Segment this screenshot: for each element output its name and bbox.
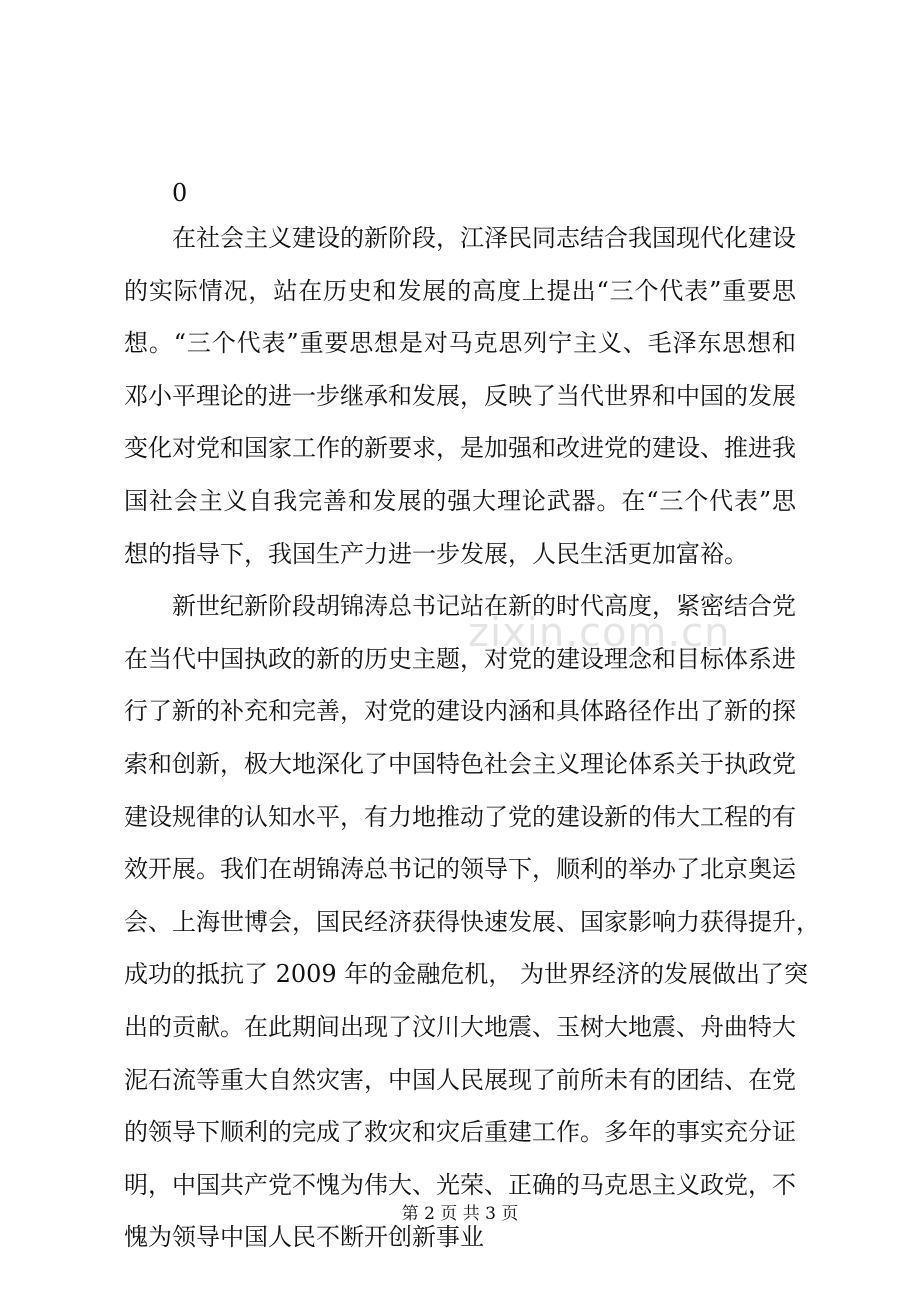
text-line: 成功的抵抗了 2009 年的金融危机， 为世界经济的发展做出了突 (124, 960, 808, 989)
text-line: 出的贡献。在此期间出现了汶川大地震、玉树大地震、舟曲特大 (124, 1012, 796, 1041)
text-line: 泥石流等重大自然灾害，中国人民展现了前所未有的团结、在党 (124, 1065, 796, 1094)
text-line: 效开展。我们在胡锦涛总书记的领导下，顺利的举办了北京奥运 (124, 855, 796, 884)
paragraph-2 (124, 580, 820, 1264)
text-line: 索和创新，极大地深化了中国特色社会主义理论体系关于执政党 (124, 749, 796, 778)
paragraph-1 (124, 212, 796, 580)
text-line: 在社会主义建设的新阶段，江泽民同志结合我国现代化建设 (172, 224, 796, 252)
watermark: zixin.com.cn (468, 610, 731, 656)
page-footer: 第 2 页 共 3 页 (401, 1204, 519, 1224)
body-text (124, 212, 820, 1264)
text-line: 在当代中国执政的新的历史主题，对党的建设理念和目标体系进 (124, 644, 796, 673)
text-line: 行了新的补充和完善，对党的建设内涵和具体路径作出了新的探 (124, 697, 796, 726)
text-line: 想。“三个代表”重要思想是对马克思列宁主义、毛泽东思想和 (124, 329, 796, 358)
text-line: 想的指导下，我国生产力进一步发展，人民生活更加富裕。 (124, 539, 748, 568)
text-line: 愧为领导中国人民不断开创新事业 (124, 1223, 484, 1252)
text-line: 建设规律的认知水平，有力地推动了党的建设新的伟大工程的有 (124, 802, 796, 831)
text-line: 变化对党和国家工作的新要求，是加强和改进党的建设、推进我 (124, 434, 796, 463)
text-line: 新世纪新阶段胡锦涛总书记站在新的时代高度，紧密结合党 (172, 592, 796, 621)
text-line: 会、上海世博会，国民经济获得快速发展、国家影响力获得提升， (124, 907, 820, 936)
text-line: 国社会主义自我完善和发展的强大理论武器。在“三个代表”思 (124, 486, 796, 515)
text-line: 的领导下顺利的完成了救灾和灾后重建工作。多年的事实充分证 (124, 1118, 796, 1147)
text-line: 邓小平理论的进一步继承和发展，反映了当代世界和中国的发展 (124, 381, 796, 410)
text-line: 的实际情况，站在历史和发展的高度上提出“三个代表”重要思 (124, 276, 796, 305)
text-line: 明，中国共产党不愧为伟大、光荣、正确的马克思主义政党，不 (124, 1170, 796, 1199)
page-marker: 0 (172, 179, 188, 207)
